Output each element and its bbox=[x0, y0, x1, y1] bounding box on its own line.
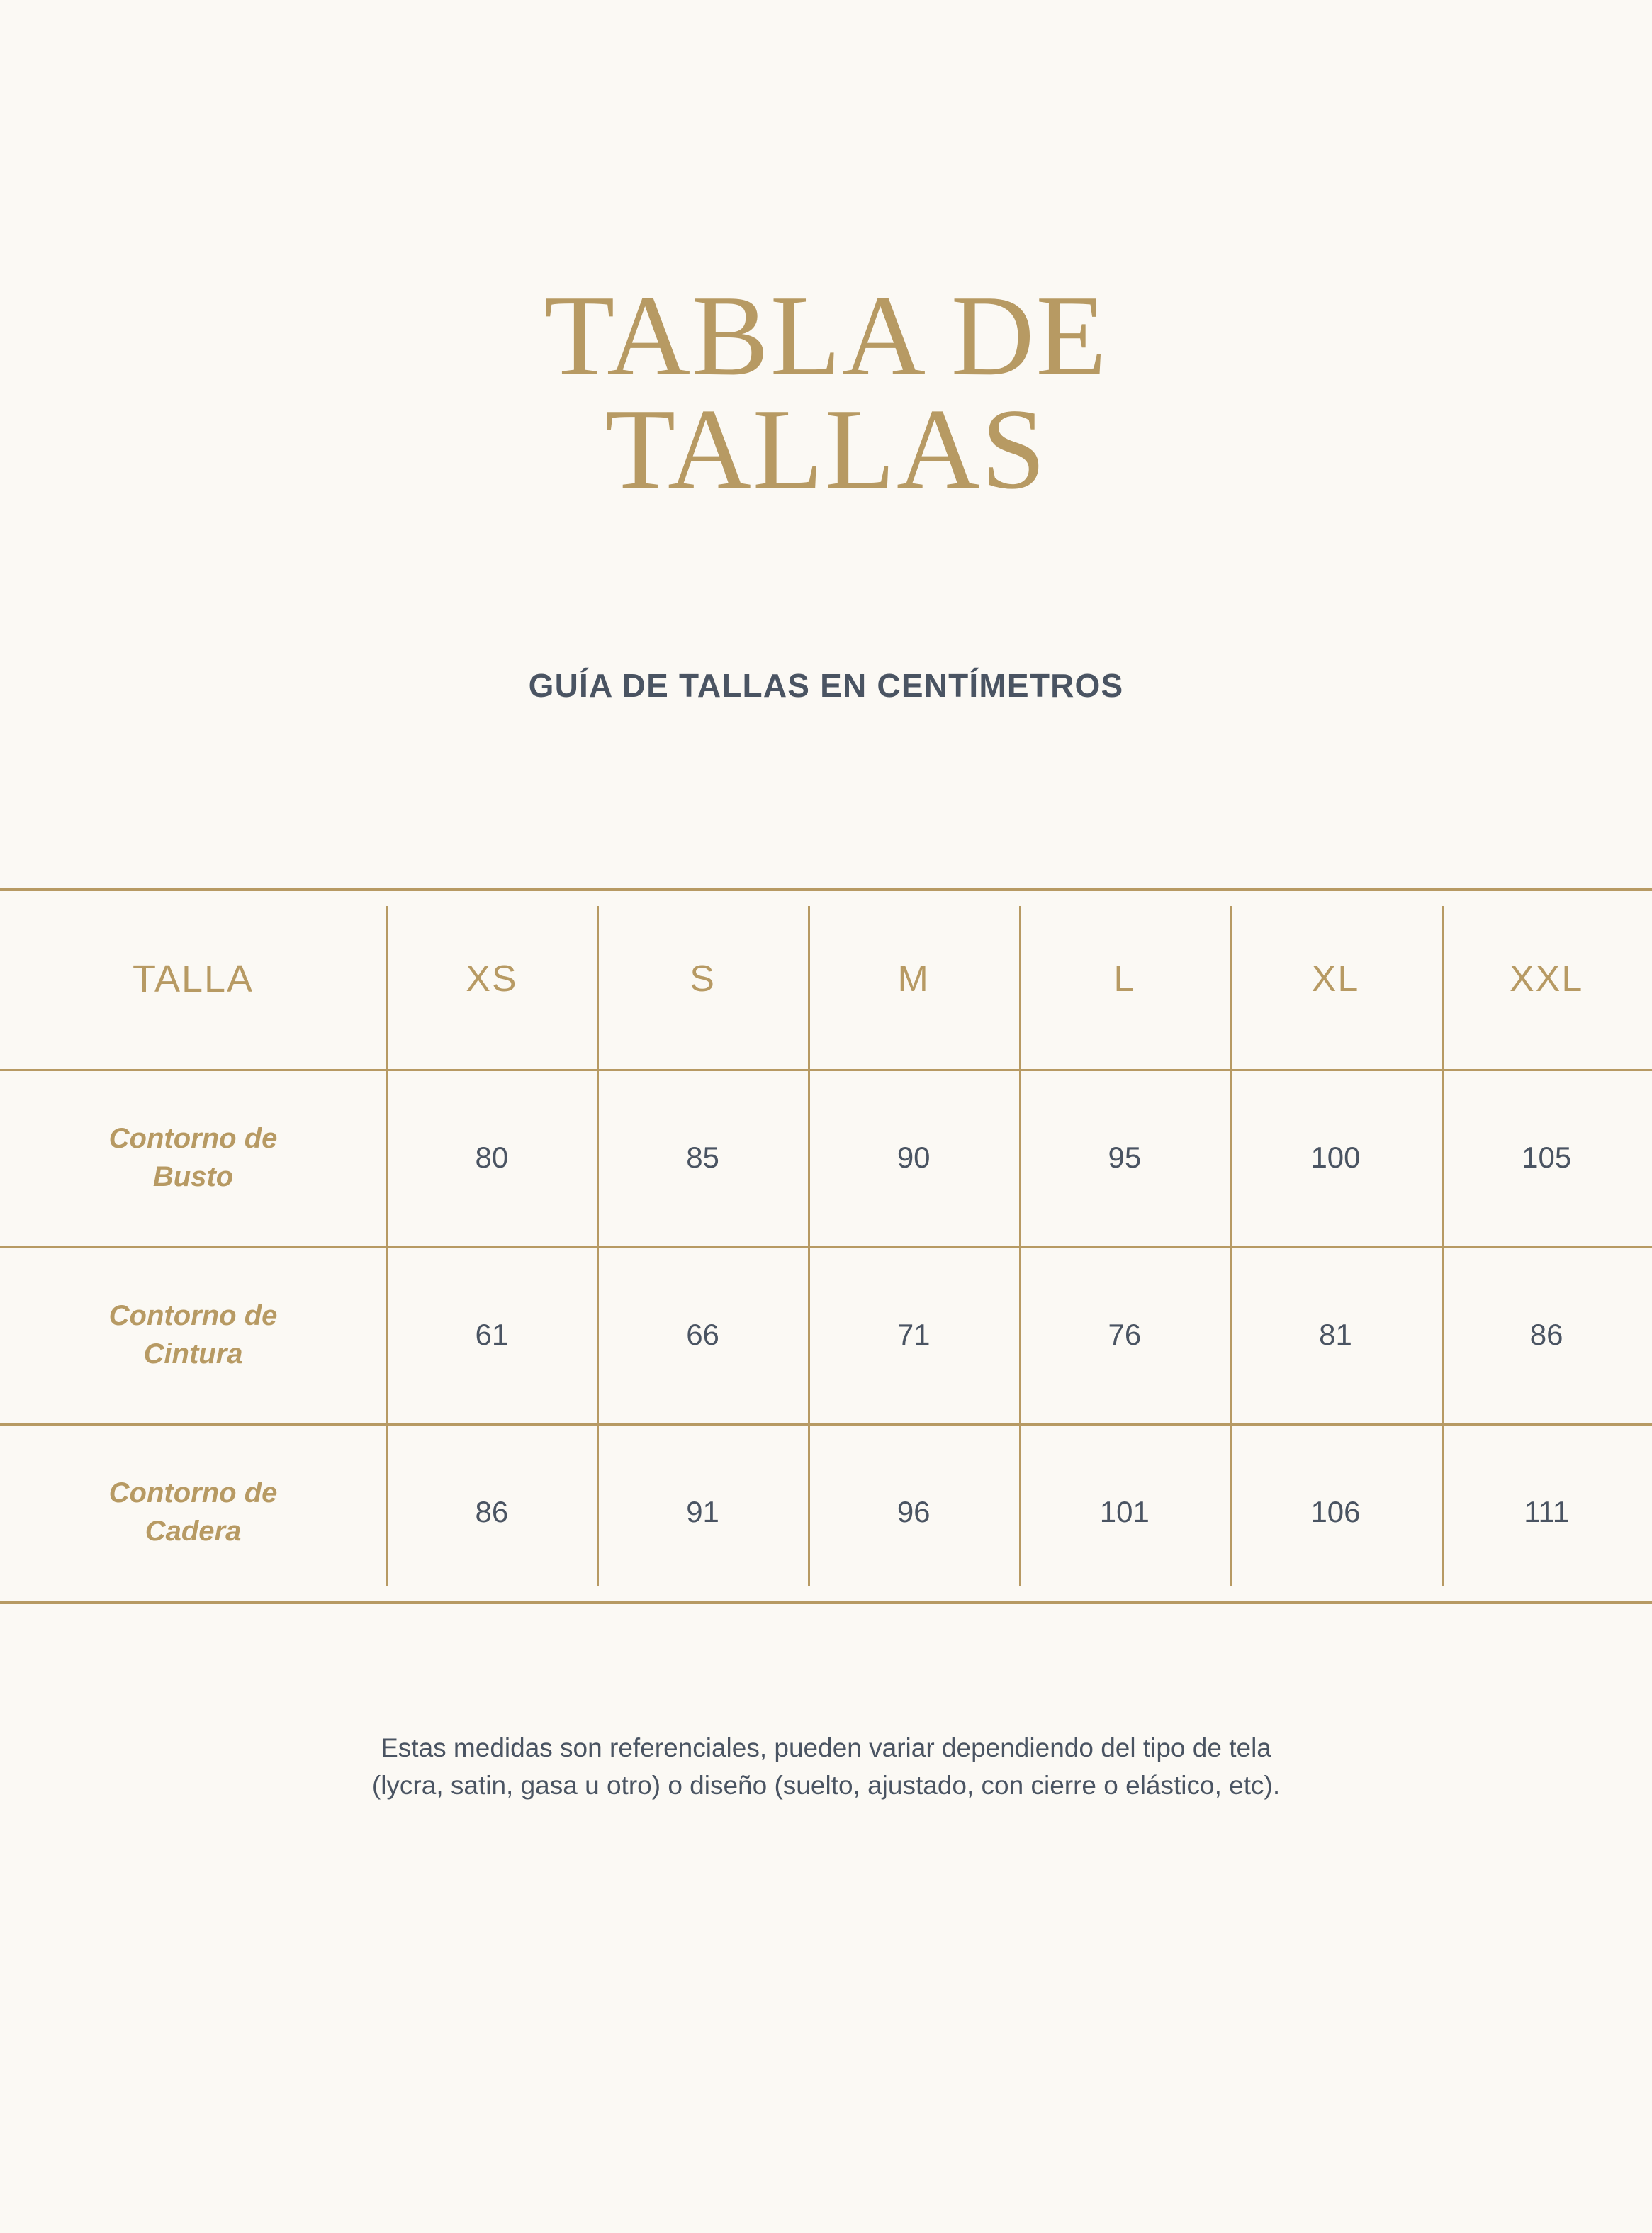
size-table-container bbox=[0, 888, 1652, 1601]
table-top-rule bbox=[0, 888, 1652, 891]
footnote-line-1: Estas medidas son referenciales, pueden variar dependiendo del tipo de tela bbox=[381, 1733, 1271, 1762]
table-vline-6 bbox=[1442, 906, 1444, 1586]
table-bottom-rule bbox=[0, 1601, 1652, 1604]
row-label-cadera-line2: Cadera bbox=[145, 1516, 242, 1547]
table-row-divider-1 bbox=[0, 1246, 1652, 1248]
cell-busto-s: 85 bbox=[686, 1141, 719, 1174]
cell-cadera-s: 91 bbox=[686, 1495, 719, 1528]
cell-busto-xl: 100 bbox=[1310, 1141, 1361, 1174]
row-label-cintura-line2: Cintura bbox=[143, 1338, 243, 1370]
cell-cadera-l: 101 bbox=[1099, 1495, 1150, 1528]
table-row-divider-2 bbox=[0, 1423, 1652, 1426]
table-header-xxl: XXL bbox=[1510, 958, 1584, 1000]
page-title bbox=[0, 272, 1652, 513]
row-label-cintura bbox=[0, 1246, 386, 1423]
table-vline-5 bbox=[1230, 906, 1232, 1586]
cell-cintura-xs: 61 bbox=[475, 1318, 509, 1351]
page-subtitle: GUÍA DE TALLAS EN CENTÍMETROS bbox=[528, 667, 1124, 704]
cell-cadera-xl: 106 bbox=[1310, 1495, 1361, 1528]
table-row bbox=[0, 1069, 1652, 1246]
footnote-line-2: (lycra, satin, gasa u otro) o diseño (suelto, ajustado, con cierre o elástico, etc). bbox=[371, 1770, 1281, 1800]
cell-cadera-xs: 86 bbox=[475, 1495, 509, 1528]
table-header-row bbox=[0, 888, 1652, 1069]
table-header-xl: XL bbox=[1311, 958, 1360, 1000]
cell-busto-m: 90 bbox=[897, 1141, 931, 1174]
cell-busto-xs: 80 bbox=[475, 1141, 509, 1174]
table-vline-3 bbox=[808, 906, 810, 1586]
cell-busto-l: 95 bbox=[1108, 1141, 1142, 1174]
table-vline-2 bbox=[597, 906, 599, 1586]
table-header-talla: TALLA bbox=[133, 957, 254, 1000]
table-row bbox=[0, 1423, 1652, 1601]
table-vline-1 bbox=[386, 906, 388, 1586]
table-vline-4 bbox=[1019, 906, 1021, 1586]
table-header-l: L bbox=[1113, 958, 1136, 1000]
cell-cintura-l: 76 bbox=[1108, 1318, 1142, 1351]
row-label-cadera bbox=[0, 1423, 386, 1601]
table-header-xs: XS bbox=[466, 958, 518, 1000]
size-table bbox=[0, 888, 1652, 1601]
cell-cadera-xxl: 111 bbox=[1524, 1495, 1570, 1528]
title-line-2: TALLAS bbox=[605, 385, 1047, 513]
row-label-busto-line2: Busto bbox=[152, 1161, 234, 1192]
cell-cintura-s: 66 bbox=[686, 1318, 719, 1351]
table-header-m: M bbox=[897, 958, 930, 1000]
row-label-busto-line1: Contorno de bbox=[108, 1123, 278, 1154]
row-label-cintura-line1: Contorno de bbox=[108, 1300, 278, 1331]
row-label-busto bbox=[0, 1069, 386, 1246]
table-row bbox=[0, 1246, 1652, 1423]
cell-busto-xxl: 105 bbox=[1522, 1141, 1572, 1174]
footnote bbox=[0, 1730, 1652, 1804]
cell-cintura-m: 71 bbox=[897, 1318, 931, 1351]
cell-cintura-xl: 81 bbox=[1319, 1318, 1352, 1351]
cell-cintura-xxl: 86 bbox=[1529, 1318, 1563, 1351]
row-label-cadera-line1: Contorno de bbox=[108, 1477, 278, 1509]
table-header-s: S bbox=[690, 958, 716, 1000]
table-header-divider bbox=[0, 1069, 1652, 1071]
title-line-1: TABLA DE bbox=[544, 272, 1108, 400]
cell-cadera-m: 96 bbox=[897, 1495, 931, 1528]
